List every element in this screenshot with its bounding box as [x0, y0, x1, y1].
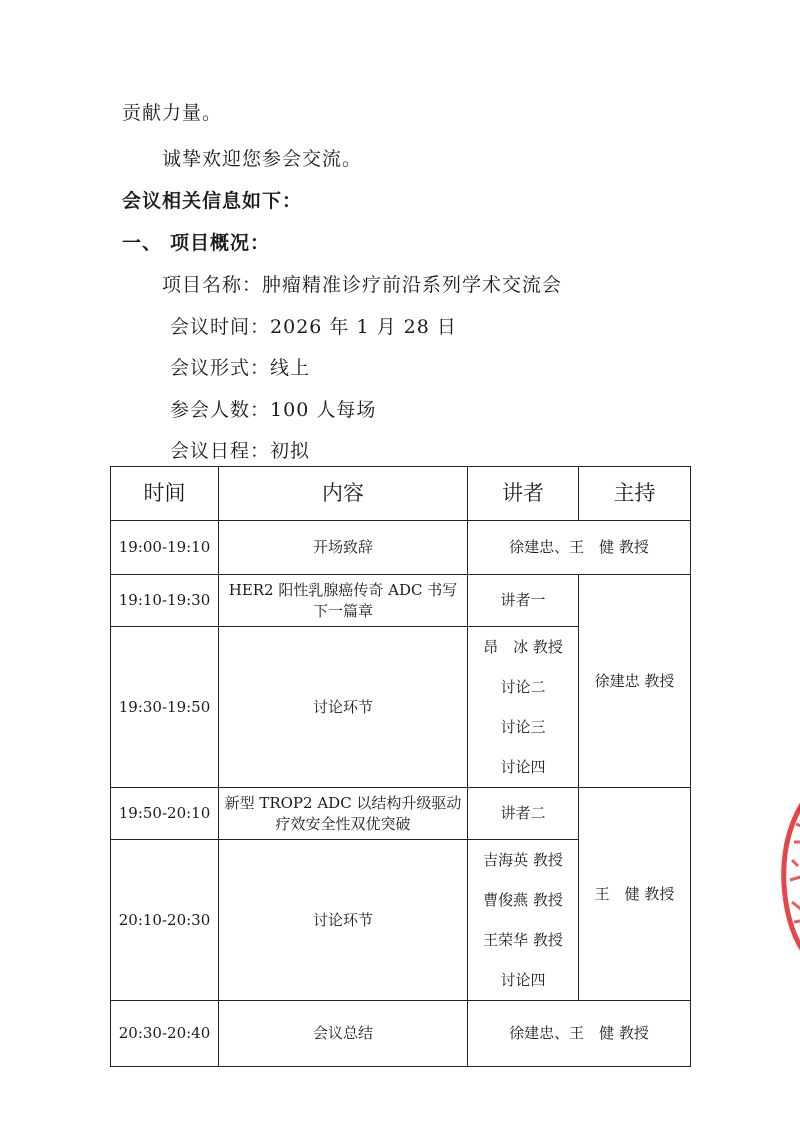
- cell-speaker-host: 徐建忠、王 健 教授: [468, 521, 691, 575]
- table-header-row: [111, 467, 691, 521]
- section-title: 项目概况：: [170, 232, 271, 254]
- speaker-name: 昂 冰 教授: [483, 638, 563, 656]
- cell-content: 讨论环节: [219, 840, 468, 1001]
- schedule-table: [110, 466, 691, 1067]
- table-row: [111, 788, 691, 840]
- cell-speakers: [468, 627, 579, 788]
- cell-speaker-host: 徐建忠、王 健 教授: [468, 1001, 691, 1067]
- info-value: 2026 年 1 月 28 日: [270, 316, 457, 338]
- speaker-name: 吉海英 教授: [483, 851, 563, 869]
- speaker-name: 曹俊燕 教授: [483, 891, 563, 909]
- official-seal-fragment: [768, 790, 800, 960]
- section-number: 一、: [122, 232, 163, 254]
- cell-time: 20:30-20:40: [111, 1001, 219, 1067]
- info-label: 项目名称：: [162, 274, 263, 296]
- speaker-name: 讨论二: [500, 678, 546, 696]
- header-speaker: 讲者: [468, 467, 579, 521]
- cell-host: 徐建忠 教授: [579, 575, 691, 788]
- cell-content: 新型 TROP2 ADC 以结构升级驱动疗效安全性双优突破: [219, 788, 468, 840]
- cell-speakers: [468, 840, 579, 1001]
- table-row: [111, 1001, 691, 1067]
- cell-speaker: 讲者一: [468, 575, 579, 627]
- cell-time: 19:50-20:10: [111, 788, 219, 840]
- info-meeting-format: [170, 353, 310, 380]
- speaker-name: 讨论四: [500, 971, 546, 989]
- header-time: 时间: [111, 467, 219, 521]
- info-label: 会议时间：: [170, 316, 271, 338]
- cell-speaker: 讲者二: [468, 788, 579, 840]
- cell-content: 讨论环节: [219, 627, 468, 788]
- cell-content: 开场致辞: [219, 521, 468, 575]
- speaker-name: 讨论三: [500, 718, 546, 736]
- info-attendees: [170, 395, 376, 422]
- info-label: 参会人数：: [170, 399, 271, 421]
- info-value: 初拟: [270, 440, 311, 462]
- table-row: [111, 521, 691, 575]
- info-label: 会议日程：: [170, 440, 271, 462]
- table-row: [111, 575, 691, 627]
- info-value: 线上: [270, 357, 311, 379]
- header-content: 内容: [219, 467, 468, 521]
- info-agenda: [170, 436, 310, 463]
- cell-time: 19:10-19:30: [111, 575, 219, 627]
- info-value: 100 人每场: [270, 399, 377, 421]
- header-host: 主持: [579, 467, 691, 521]
- cell-time: 19:00-19:10: [111, 521, 219, 575]
- cell-time: 20:10-20:30: [111, 840, 219, 1001]
- info-meeting-time: [170, 312, 457, 339]
- cell-host: 王 健 教授: [579, 788, 691, 1001]
- intro-line-2: 诚挚欢迎您参会交流。: [162, 148, 363, 170]
- info-label: 会议形式：: [170, 357, 271, 379]
- info-value: 肿瘤精准诊疗前沿系列学术交流会: [262, 274, 563, 296]
- speaker-name: 王荣华 教授: [483, 931, 563, 949]
- intro-line-1: 贡献力量。: [122, 102, 223, 124]
- cell-time: 19:30-19:50: [111, 627, 219, 788]
- cell-content: HER2 阳性乳腺癌传奇 ADC 书写下一篇章: [219, 575, 468, 627]
- info-project-name: [162, 270, 562, 297]
- speaker-name: 讨论四: [500, 758, 546, 776]
- cell-content: 会议总结: [219, 1001, 468, 1067]
- intro-line-3: 会议相关信息如下：: [122, 190, 303, 212]
